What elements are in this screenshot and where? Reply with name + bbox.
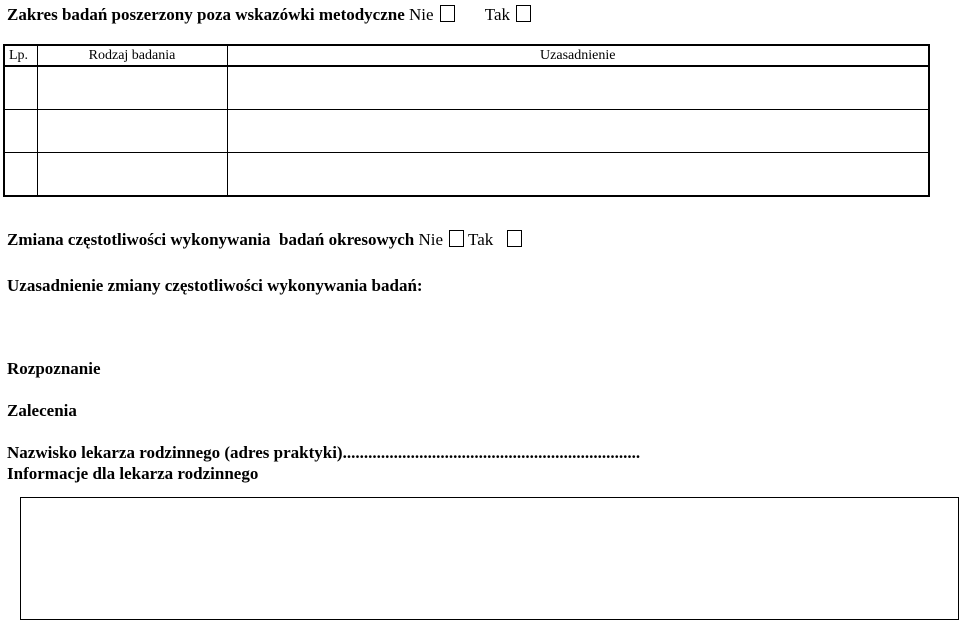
column-header-justification: Uzasadnienie (227, 45, 929, 66)
table-cell[interactable] (227, 153, 929, 197)
column-header-test-type: Rodzaj badania (37, 45, 227, 66)
frequency-change-yes-checkbox[interactable] (507, 230, 522, 247)
info-textbox[interactable] (20, 497, 959, 620)
table-cell[interactable] (4, 66, 37, 110)
extended-tests-yes-checkbox[interactable] (516, 5, 531, 22)
table-header-row (4, 45, 929, 66)
column-header-lp: Lp. (4, 45, 37, 66)
tests-table (3, 44, 930, 197)
recommendations-label: Zalecenia (7, 401, 77, 420)
extended-tests-no-checkbox[interactable] (440, 5, 455, 22)
frequency-change-no-checkbox[interactable] (449, 230, 464, 247)
table-cell[interactable] (37, 66, 227, 110)
frequency-change-no-label: Nie (418, 230, 444, 249)
extended-tests-row (7, 5, 531, 25)
table-row (4, 110, 929, 153)
table-cell[interactable] (4, 110, 37, 153)
frequency-change-title: Zmiana częstotliwości wykonywania badań okresowych (7, 230, 415, 249)
table-cell[interactable] (37, 110, 227, 153)
table-cell[interactable] (37, 153, 227, 197)
frequency-change-yes-label: Tak (468, 230, 494, 249)
diagnosis-label: Rozpoznanie (7, 359, 101, 378)
table-cell[interactable] (4, 153, 37, 197)
extended-tests-title: Zakres badań poszerzony poza wskazówki metodyczne (7, 5, 405, 24)
frequency-change-row (7, 230, 522, 250)
justification-label: Uzasadnienie zmiany częstotliwości wykonywania badań: (7, 276, 423, 295)
table-cell[interactable] (227, 66, 929, 110)
table-cell[interactable] (227, 110, 929, 153)
doctor-name-label: Nazwisko lekarza rodzinnego (adres praktyki)...................................................................... (7, 443, 641, 462)
info-label: Informacje dla lekarza rodzinnego (7, 464, 259, 483)
extended-tests-no-label: Nie (409, 5, 434, 24)
extended-tests-yes-label: Tak (484, 5, 511, 24)
table-row (4, 153, 929, 197)
table-row (4, 66, 929, 110)
